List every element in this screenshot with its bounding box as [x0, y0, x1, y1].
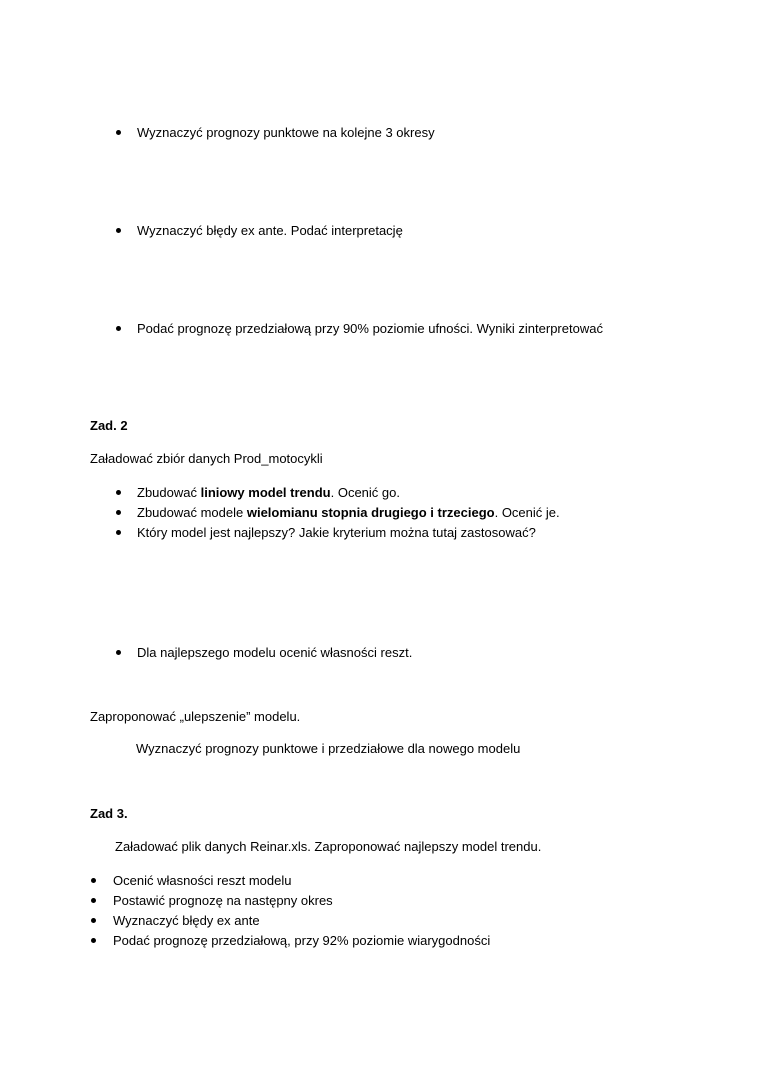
list-item: Podać prognozę przedziałową przy 90% poziomie ufności. Wyniki zinterpretować	[137, 321, 603, 336]
bullet-dot	[91, 898, 96, 903]
list-item: Postawić prognozę na następny okres	[113, 893, 333, 908]
list-item: Wyznaczyć prognozy punktowe na kolejne 3 okresy	[137, 125, 435, 140]
bullet-dot	[116, 650, 121, 655]
paragraph: Załadować zbiór danych Prod_motocykli	[90, 451, 323, 466]
bullet-dot	[116, 326, 121, 331]
list-item: Który model jest najlepszy? Jakie kryterium można tutaj zastosować?	[137, 525, 536, 540]
paragraph: Załadować plik danych Reinar.xls. Zaproponować najlepszy model trendu.	[115, 839, 542, 854]
section-heading: Zad 3.	[90, 806, 128, 821]
list-item: Wyznaczyć błędy ex ante	[113, 913, 260, 928]
bullet-dot	[116, 490, 121, 495]
list-item: Zbudować liniowy model trendu. Ocenić go.	[137, 485, 400, 500]
bullet-dot	[91, 938, 96, 943]
list-item: Zbudować modele wielomianu stopnia drugiego i trzeciego. Ocenić je.	[137, 505, 560, 520]
bullet-dot	[116, 530, 121, 535]
list-item: Wyznaczyć błędy ex ante. Podać interpretację	[137, 223, 403, 238]
paragraph: Zaproponować „ulepszenie” modelu.	[90, 709, 301, 724]
list-item: Ocenić własności reszt modelu	[113, 873, 292, 888]
bullet-dot	[91, 878, 96, 883]
bullet-dot	[116, 228, 121, 233]
bullet-dot	[116, 510, 121, 515]
list-item: Dla najlepszego modelu ocenić własności reszt.	[137, 645, 413, 660]
paragraph: Wyznaczyć prognozy punktowe i przedziałowe dla nowego modelu	[136, 741, 521, 756]
bullet-dot	[116, 130, 121, 135]
list-item: Podać prognozę przedziałową, przy 92% poziomie wiarygodności	[113, 933, 491, 948]
section-heading: Zad. 2	[90, 418, 128, 433]
bullet-dot	[91, 918, 96, 923]
